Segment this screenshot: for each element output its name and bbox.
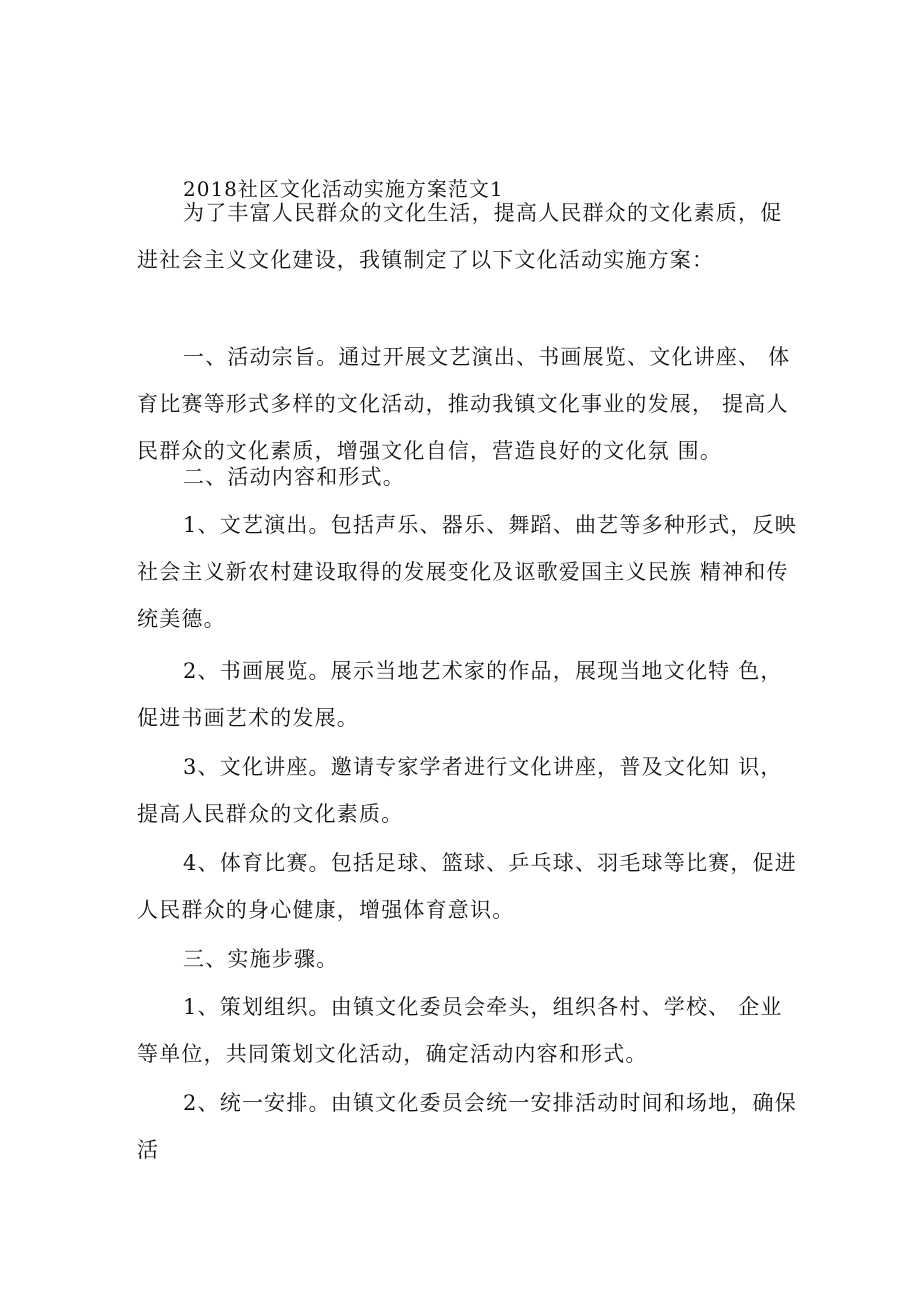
section-1-purpose-paragraph: 一、活动宗旨。通过开展文艺演出、书画展览、文化讲座、 体育比赛等形式多样的文化活动，推动我镇文化事业的发展， 提高人民群众的文化素质，增强文化自信，营造良好的文化氛 围。 bbox=[137, 345, 791, 463]
section-3-heading: 三、实施步骤。 bbox=[183, 947, 339, 971]
step-arrangement-paragraph: 2、统一安排。由镇文化委员会统一安排活动时间和场地，确保活 bbox=[137, 1091, 797, 1162]
intro-paragraph: 为了丰富人民群众的文化生活，提高人民群众的文化素质，促进社会主义文化建设，我镇制定了以下文化活动实施方案： bbox=[137, 201, 783, 272]
section-2-heading: 二、活动内容和形式。 bbox=[183, 465, 405, 489]
item-performance-paragraph: 1、文艺演出。包括声乐、器乐、舞蹈、曲艺等多种形式，反映社会主义新农村建设取得的发展变化及讴歌爱国主义民族 精神和传统美德。 bbox=[137, 513, 797, 631]
item-exhibition-paragraph: 2、书画展览。展示当地艺术家的作品，展现当地文化特 色，促进书画艺术的发展。 bbox=[137, 659, 783, 730]
item-lecture-paragraph: 3、文化讲座。邀请专家学者进行文化讲座，普及文化知 识，提高人民群众的文化素质。 bbox=[137, 755, 783, 826]
item-sports-paragraph: 4、体育比赛。包括足球、篮球、乒乓球、羽毛球等比赛，促进人民群众的身心健康，增强体育意识。 bbox=[137, 851, 797, 922]
document-title: 2018社区文化活动实施方案范文1 bbox=[183, 177, 504, 201]
step-planning-paragraph: 1、策划组织。由镇文化委员会牵头，组织各村、学校、 企业等单位，共同策划文化活动，确定活动内容和形式。 bbox=[137, 995, 783, 1066]
